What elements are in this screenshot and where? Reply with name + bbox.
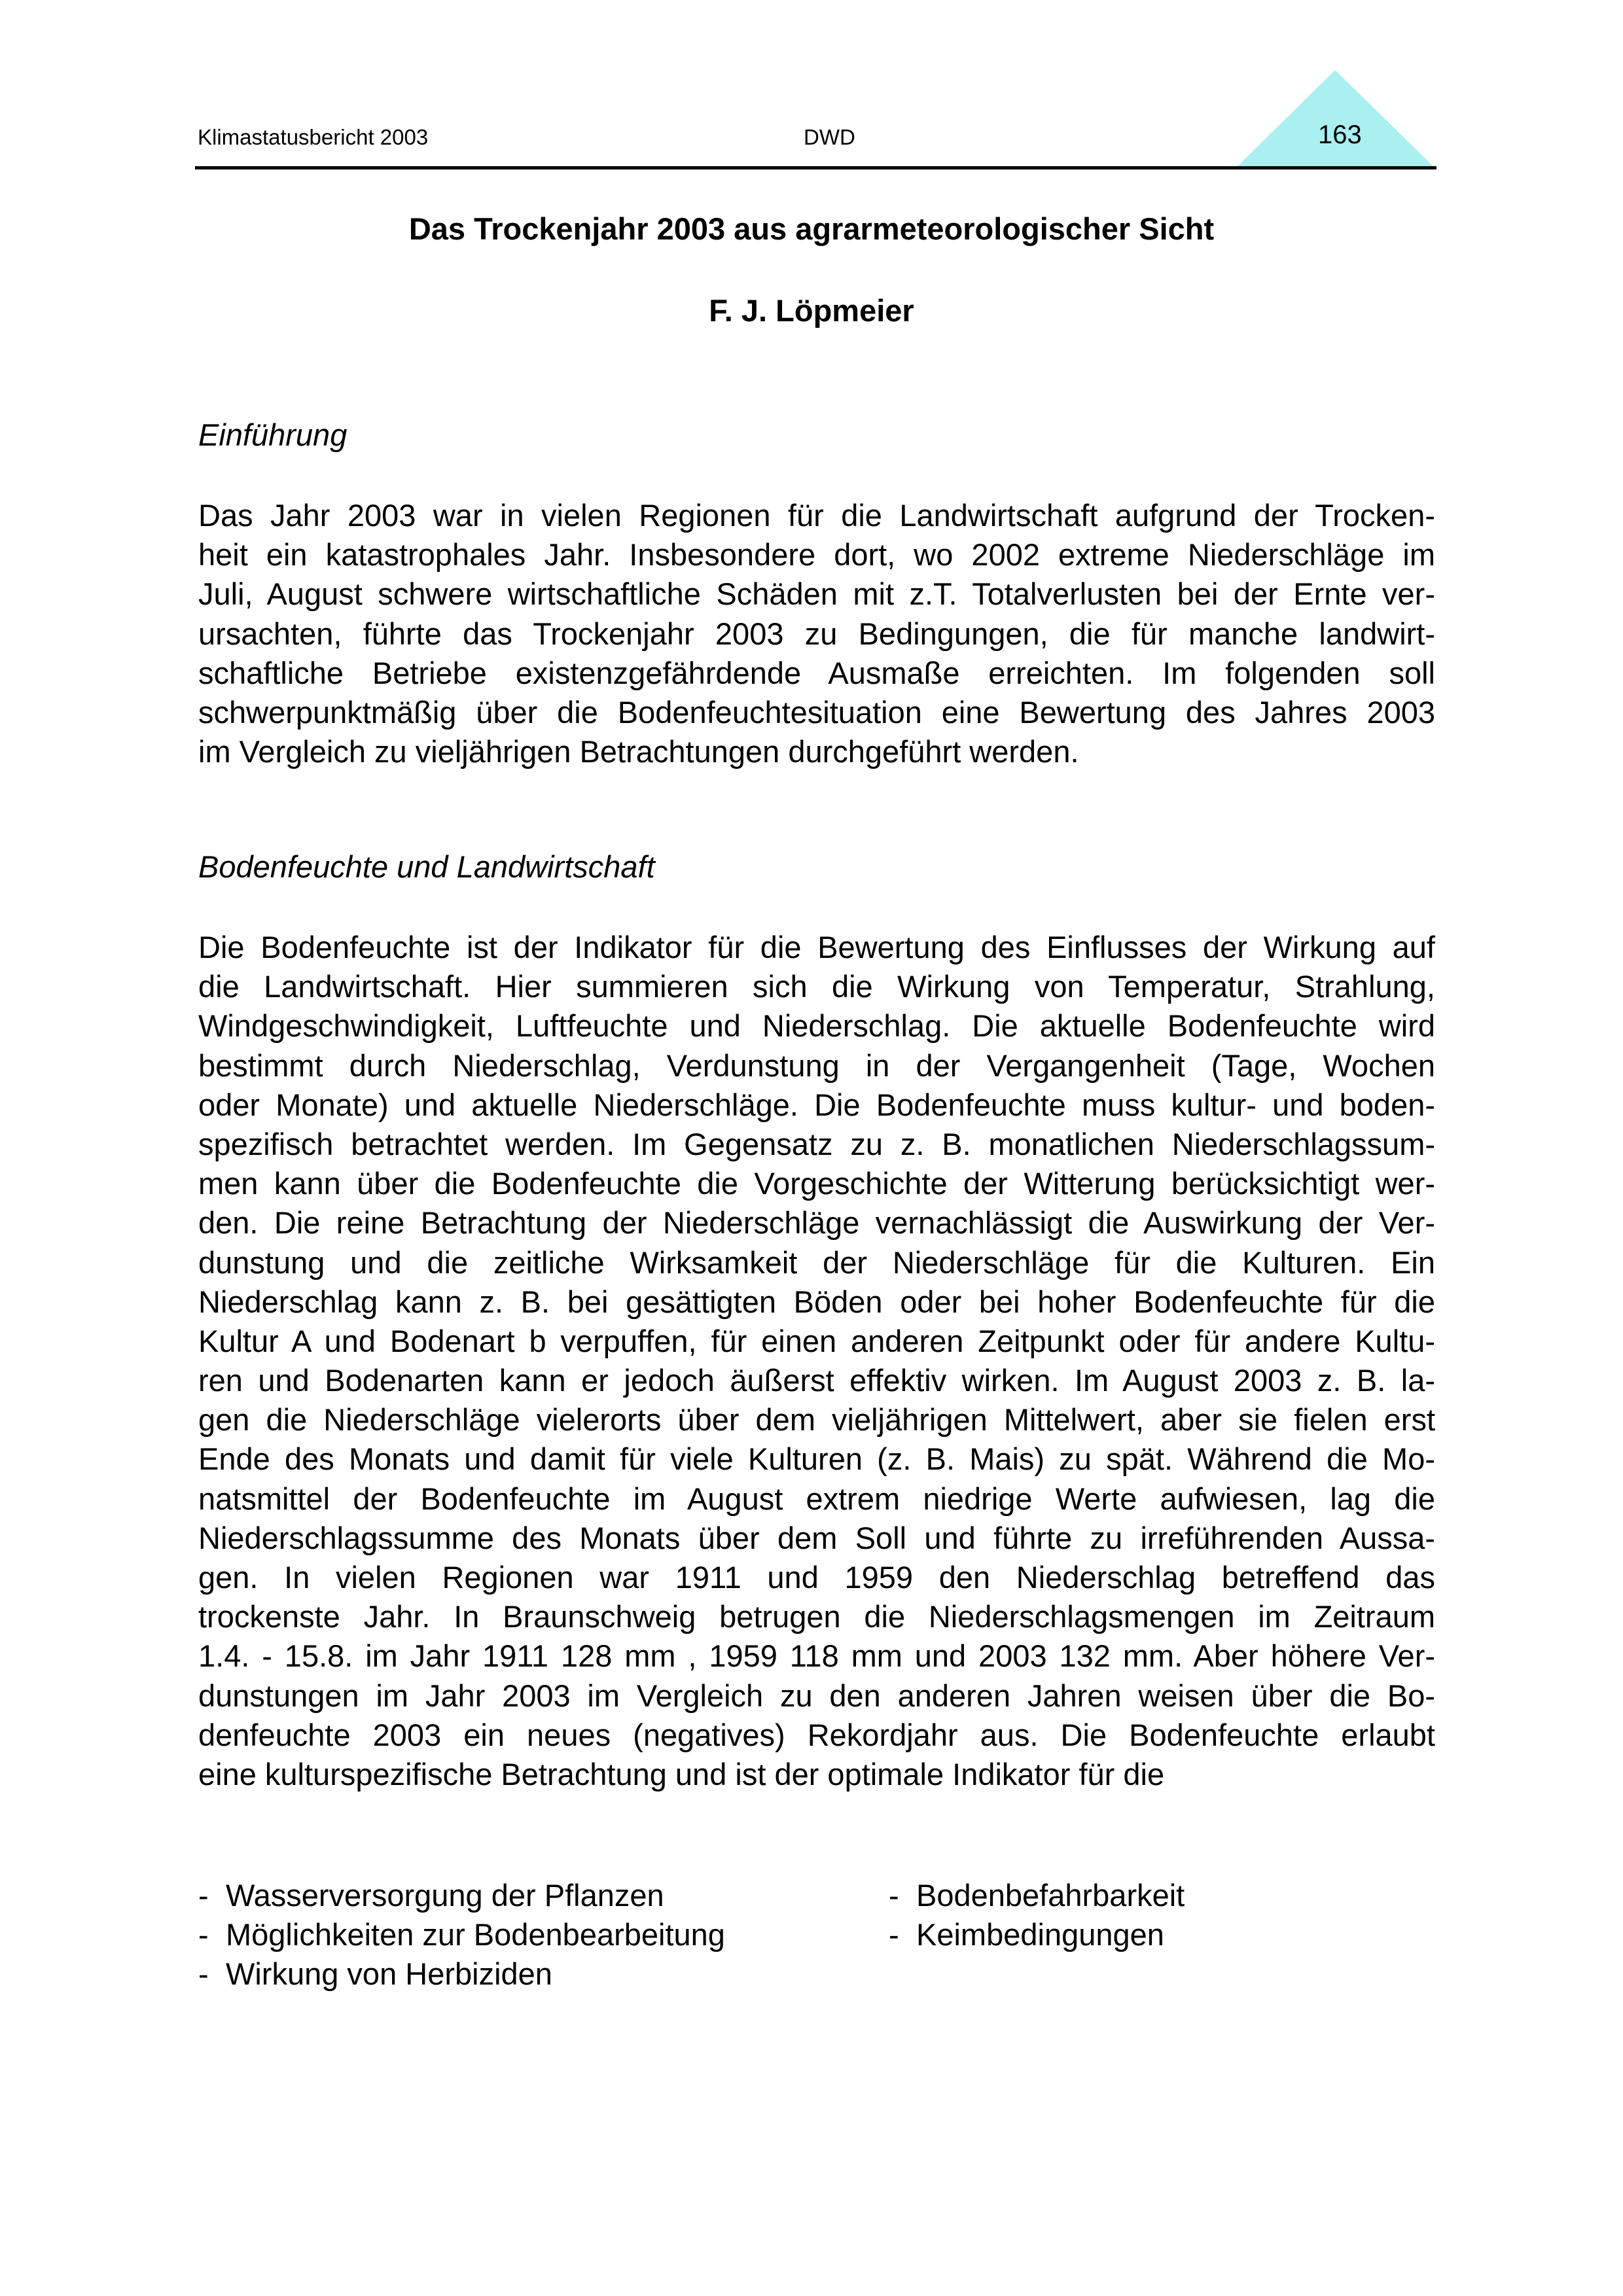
list-dash: -	[889, 1917, 899, 1952]
text-line: heit ein katastrophales Jahr. Insbesondere dort, wo 2002 extreme Niederschläge im	[198, 537, 1435, 573]
header-report-name: Klimastatusbericht 2003	[198, 125, 429, 149]
section-heading-soil-moisture: Bodenfeuchte und Landwirtschaft	[198, 849, 655, 884]
list-item-label: Wasserversorgung der Pflanzen	[226, 1878, 664, 1913]
text-line: bestimmt durch Niederschlag, Verdunstung in der Vergangenheit (Tage, Wochen	[198, 1048, 1435, 1083]
text-line: Niederschlag kann z. B. bei gesättigten Böden oder bei hoher Bodenfeuchte für die	[198, 1284, 1435, 1319]
page-corner-triangle	[1236, 70, 1435, 168]
text-line: Das Jahr 2003 war in vielen Regionen für die Landwirtschaft aufgrund der Trocken-	[198, 498, 1435, 533]
text-line: oder Monate) und aktuelle Niederschläge. Die Bodenfeuchte muss kultur- und boden-	[198, 1087, 1435, 1122]
indicator-list-right	[889, 1876, 1185, 1954]
text-line: Juli, August schwere wirtschaftliche Schäden mit z.T. Totalverlusten bei der Ernte ver-	[198, 576, 1435, 612]
text-line: im Vergleich zu vieljährigen Betrachtungen durchgeführt werden.	[198, 734, 1079, 769]
list-item	[889, 1915, 1185, 1954]
list-item	[198, 1876, 725, 1915]
list-item	[889, 1876, 1185, 1915]
text-line: eine kulturspezifische Betrachtung und ist der optimale Indikator für die	[198, 1756, 1165, 1792]
text-line: schwerpunktmäßig über die Bodenfeuchtesituation eine Bewertung des Jahres 2003	[198, 694, 1435, 730]
text-line: gen. In vielen Regionen war 1911 und 1959 den Niederschlag betreffend das	[198, 1560, 1435, 1595]
list-item-label: Wirkung von Herbiziden	[226, 1956, 552, 1991]
text-line: natsmittel der Bodenfeuchte im August extrem niedrige Werte aufwiesen, lag die	[198, 1481, 1435, 1516]
text-line: gen die Niederschläge vielerorts über dem vieljährigen Mittelwert, aber sie fielen erst	[198, 1402, 1435, 1438]
list-dash: -	[198, 1878, 209, 1913]
text-line: Kultur A und Bodenart b verpuffen, für einen anderen Zeitpunkt oder für andere Kultu-	[198, 1323, 1435, 1358]
list-item-label: Keimbedingungen	[916, 1917, 1164, 1952]
list-item	[198, 1954, 725, 1994]
list-item-label: Möglichkeiten zur Bodenbearbeitung	[226, 1917, 725, 1952]
indicator-list-left	[198, 1876, 725, 1994]
text-line: ren und Bodenarten kann er jedoch äußerst effektiv wirken. Im August 2003 z. B. la-	[198, 1363, 1435, 1398]
text-line: den. Die reine Betrachtung der Niederschläge vernachlässigt die Auswirkung der Ver-	[198, 1205, 1435, 1241]
text-line: Niederschlagssumme des Monats über dem Soll und führte zu irreführenden Aussa-	[198, 1520, 1435, 1555]
text-line: Ende des Monats und damit für viele Kulturen (z. B. Mais) zu spät. Während die Mo-	[198, 1441, 1435, 1477]
list-dash: -	[198, 1917, 209, 1952]
text-line: dunstung und die zeitliche Wirksamkeit der Niederschläge für die Kulturen. Ein	[198, 1245, 1435, 1280]
text-line: Windgeschwindigkeit, Luftfeuchte und Niederschlag. Die aktuelle Bodenfeuchte wird	[198, 1008, 1435, 1044]
text-line: die Landwirtschaft. Hier summieren sich die Wirkung von Temperatur, Strahlung,	[198, 969, 1435, 1004]
text-line: trockenste Jahr. In Braunschweig betrugen die Niederschlagsmengen im Zeitraum	[198, 1599, 1435, 1634]
list-dash: -	[889, 1878, 899, 1913]
text-line: dunstungen im Jahr 2003 im Vergleich zu den anderen Jahren weisen über die Bo-	[198, 1678, 1435, 1713]
document-title: Das Trockenjahr 2003 aus agrarmeteorologischer Sicht	[408, 211, 1215, 246]
text-line: 1.4. - 15.8. im Jahr 1911 128 mm , 1959 118 mm und 2003 132 mm. Aber höhere Ver-	[198, 1638, 1435, 1674]
text-line: men kann über die Bodenfeuchte die Vorgeschichte der Witterung berücksichtigt wer-	[198, 1166, 1435, 1201]
header-divider	[195, 166, 1436, 169]
text-line: Die Bodenfeuchte ist der Indikator für die Bewertung des Einflusses der Wirkung auf	[198, 930, 1435, 964]
header-organization: DWD	[804, 125, 855, 149]
list-item-label: Bodenbefahrbarkeit	[916, 1878, 1185, 1913]
text-line: ursachten, führte das Trockenjahr 2003 zu Bedingungen, die für manche landwirt-	[198, 616, 1435, 651]
text-line: schaftliche Betriebe existenzgefährdende Ausmaße erreichten. Im folgenden soll	[198, 655, 1435, 690]
list-item	[198, 1915, 725, 1954]
page-number: 163	[1318, 120, 1362, 149]
text-line: spezifisch betrachtet werden. Im Gegensatz zu z. B. monatlichen Niederschlagssum-	[198, 1126, 1435, 1161]
text-line: denfeuchte 2003 ein neues (negatives) Rekordjahr aus. Die Bodenfeuchte erlaubt	[198, 1717, 1435, 1752]
paragraph-soil-moisture	[198, 928, 1435, 1794]
document-author: F. J. Löpmeier	[709, 293, 914, 328]
list-dash: -	[198, 1956, 209, 1991]
paragraph-introduction	[198, 496, 1435, 771]
section-heading-introduction: Einführung	[198, 417, 348, 452]
